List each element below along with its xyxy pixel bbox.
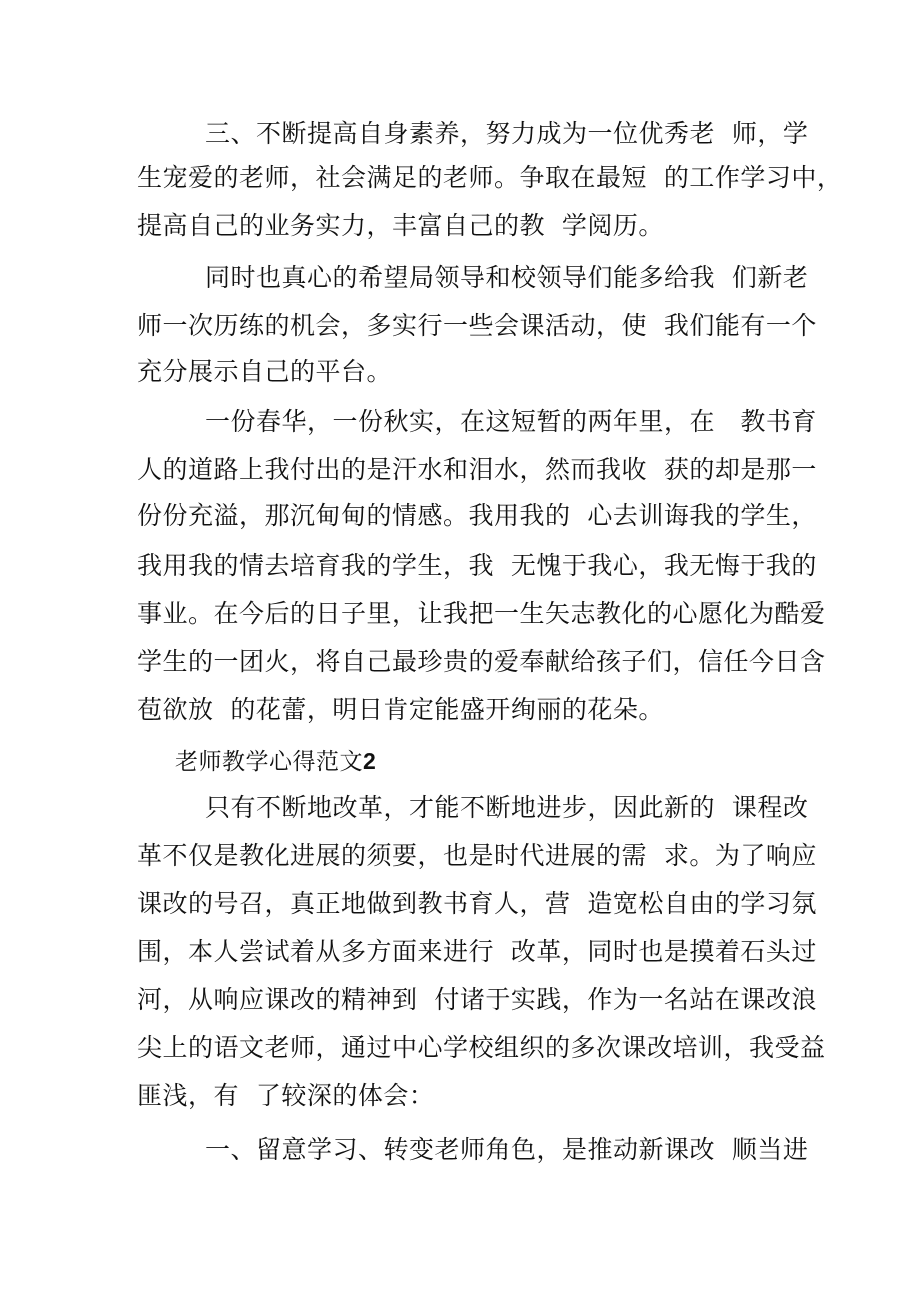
text-line: 一份春华，一份秋实，在这短暂的两年里，在 教书育 — [205, 407, 817, 436]
text-line: 我用我的情去培育我的学生，我 无愧于我心，我无悔于我的 — [137, 551, 817, 580]
text-line: 充分展示自己的平台。 — [137, 357, 393, 386]
text-line: 同时也真心的希望局领导和校领导们能多给我 们新老 — [205, 263, 809, 292]
text-line: 师一次历练的机会，多实行一些会课活动，使 我们能有一个 — [137, 311, 817, 340]
text-line: 只有不断地改革，才能不断地进步，因此新的 课程改 — [205, 793, 809, 822]
text-line: 革不仅是教化进展的须要，也是时代进展的需 求。为了响应 — [137, 841, 817, 870]
text-line: 生宠爱的老师，社会满足的老师。争取在最短 的工作学习中， — [137, 163, 843, 192]
text-line: 尖上的语文老师，通过中心学校组织的多次课改培训，我受益 — [137, 1033, 826, 1062]
text-line: 三、不断提高自身素养，努力成为一位优秀老 师，学 — [205, 119, 809, 148]
text-line: 提高自己的业务实力，丰富自己的教 学阅历。 — [137, 211, 664, 240]
heading-number: 2 — [363, 748, 377, 774]
text-line: 匪浅，有 了较深的体会： — [137, 1081, 435, 1110]
heading-text: 老师教学心得范文 — [175, 749, 363, 775]
text-line: 一、留意学习、转变老师角色，是推动新课改 顺当进 — [205, 1135, 809, 1164]
text-line: 苞欲放 的花蕾，明日肯定能盛开绚丽的花朵。 — [137, 695, 664, 724]
text-line: 事业。在今后的日子里，让我把一生矢志教化的心愿化为酷爱 — [137, 599, 826, 628]
text-line: 人的道路上我付出的是汗水和泪水，然而我收 获的却是那一 — [137, 455, 817, 484]
text-line: 份份充溢，那沉甸甸的情感。我用我的 心去训诲我的学生， — [137, 501, 817, 530]
text-line: 围，本人尝试着从多方面来进行 改革，同时也是摸着石头过 — [137, 937, 817, 966]
text-line: 课改的号召，真正地做到教书育人，营 造宽松自由的学习氛 — [137, 889, 817, 918]
text-line: 河，从响应课改的精神到 付诸于实践，作为一名站在课改浪 — [137, 985, 817, 1014]
section-heading — [175, 745, 376, 778]
text-line: 学生的一团火，将自己最珍贵的爱奉献给孩子们，信任今日含 — [137, 647, 826, 676]
